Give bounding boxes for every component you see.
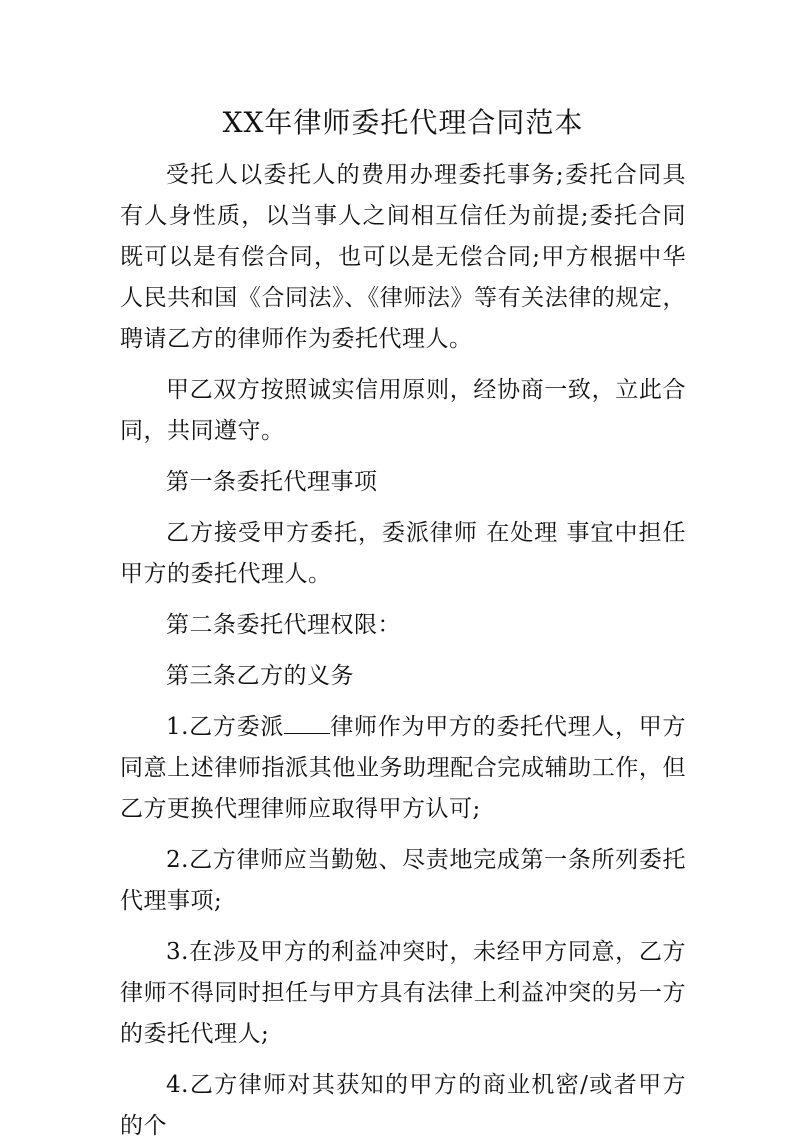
obligation-item-4: 4.乙方律师对其获知的甲方的商业机密/或者甲方的个 (120, 1072, 686, 1139)
document-body (120, 155, 686, 1147)
document-title: XX年律师委托代理合同范本 (222, 106, 584, 139)
article-2-heading: 第二条委托代理权限： (166, 612, 401, 638)
obligation-item-1-start: 1.乙方委派 (166, 714, 285, 740)
obligation-item-1 (120, 707, 686, 830)
obligation-item-3: 3.在涉及甲方的利益冲突时，未经甲方同意，乙方律师不得同时担任与甲方具有法律上利益冲突的另一方的委托代理人; (120, 939, 686, 1047)
obligation-item-2: 2.乙方律师应当勤勉、尽责地完成第一条所列委托代理事项; (120, 847, 686, 914)
article-1-text: 乙方接受甲方委托，委派律师 在处理 事宜中担任甲方的委托代理人。 (120, 520, 686, 587)
article-1-heading: 第一条委托代理事项 (166, 469, 378, 495)
paragraph-intro: 受托人以委托人的费用办理委托事务;委托合同具有人身性质，以当事人之间相互信任为前提;委托合同既可以是有偿合同，也可以是无偿合同;甲方根据中华人民共和国《合同法》、《律师法》等有关法律的规定，聘请乙方的律师作为委托代理人。 (120, 162, 686, 352)
article-3-heading: 第三条乙方的义务 (166, 663, 354, 689)
paragraph-agreement: 甲乙双方按照诚实信用原则，经协商一致，立此合同，共同遵守。 (120, 377, 686, 444)
lawyer-name-blank (284, 711, 330, 734)
obligation-item-1-end: 律师作为甲方的委托代理人，甲方同意上述律师指派其他业务助理配合完成辅助工作，但乙方更换代理律师应取得甲方认可; (120, 714, 687, 822)
